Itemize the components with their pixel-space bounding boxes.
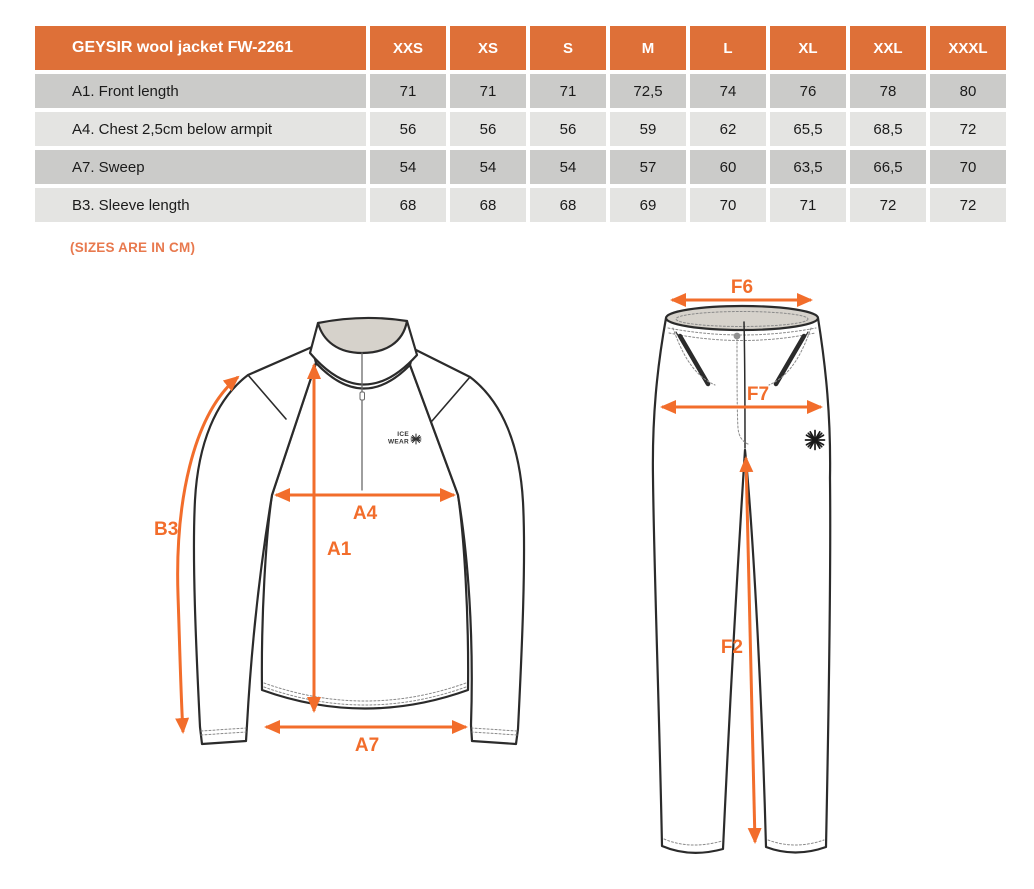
cell-value: 76 xyxy=(770,74,846,108)
table-row-sweep xyxy=(35,150,1006,184)
row-label: A7. Sweep xyxy=(35,150,366,184)
size-col-xs: XS xyxy=(450,26,526,70)
row-label: A4. Chest 2,5cm below armpit xyxy=(35,112,366,146)
cell-value: 68 xyxy=(450,188,526,222)
table-title: GEYSIR wool jacket FW-2261 xyxy=(35,26,366,70)
a1-label: A1 xyxy=(327,539,352,560)
cell-value: 63,5 xyxy=(770,150,846,184)
table-row-front-length xyxy=(35,74,1006,108)
pants-measurement-diagram xyxy=(645,278,845,873)
cell-value: 54 xyxy=(370,150,446,184)
size-table xyxy=(35,26,1006,226)
cell-value: 80 xyxy=(930,74,1006,108)
snowflake-icon xyxy=(806,431,825,450)
cell-value: 65,5 xyxy=(770,112,846,146)
cell-value: 72 xyxy=(930,112,1006,146)
cell-value: 57 xyxy=(610,150,686,184)
cell-value: 71 xyxy=(770,188,846,222)
svg-text:ICE: ICE xyxy=(397,431,409,438)
cell-value: 60 xyxy=(690,150,766,184)
row-label: B3. Sleeve length xyxy=(35,188,366,222)
cell-value: 59 xyxy=(610,112,686,146)
cell-value: 66,5 xyxy=(850,150,926,184)
cell-value: 68 xyxy=(530,188,606,222)
cell-value: 56 xyxy=(370,112,446,146)
cell-value: 54 xyxy=(530,150,606,184)
waist-inner xyxy=(666,306,818,330)
cell-value: 72,5 xyxy=(610,74,686,108)
table-row-sleeve-length xyxy=(35,188,1006,222)
f7-label: F7 xyxy=(746,384,770,405)
cell-value: 71 xyxy=(450,74,526,108)
f2-label: F2 xyxy=(720,637,743,658)
row-label: A1. Front length xyxy=(35,74,366,108)
table-row-chest xyxy=(35,112,1006,146)
cell-value: 68,5 xyxy=(850,112,926,146)
size-col-xl: XL xyxy=(770,26,846,70)
jacket-drawing xyxy=(194,318,524,744)
cell-value: 71 xyxy=(370,74,446,108)
cell-value: 56 xyxy=(450,112,526,146)
size-col-xxs: XXS xyxy=(370,26,446,70)
cell-value: 54 xyxy=(450,150,526,184)
a7-label: A7 xyxy=(354,735,380,756)
size-col-s: S xyxy=(530,26,606,70)
cell-value: 56 xyxy=(530,112,606,146)
cell-value: 69 xyxy=(610,188,686,222)
a4-label: A4 xyxy=(352,503,378,524)
size-col-xxxl: XXXL xyxy=(930,26,1006,70)
cell-value: 74 xyxy=(690,74,766,108)
size-col-xxl: XXL xyxy=(850,26,926,70)
b3-label: B3 xyxy=(154,519,179,540)
snowflake-icon xyxy=(411,434,421,444)
size-col-l: L xyxy=(690,26,766,70)
size-col-m: M xyxy=(610,26,686,70)
f6-label: F6 xyxy=(730,278,754,298)
cell-value: 70 xyxy=(690,188,766,222)
cell-value: 68 xyxy=(370,188,446,222)
jacket-measurement-diagram xyxy=(140,295,575,765)
pants-drawing xyxy=(653,306,830,853)
size-table-header-row xyxy=(35,26,1006,70)
waist-button xyxy=(734,333,741,340)
cell-value: 72 xyxy=(930,188,1006,222)
sizes-unit-note: (SIZES ARE IN CM) xyxy=(70,240,196,255)
cell-value: 71 xyxy=(530,74,606,108)
svg-text:WEAR: WEAR xyxy=(387,438,409,446)
cell-value: 72 xyxy=(850,188,926,222)
cell-value: 70 xyxy=(930,150,1006,184)
cell-value: 62 xyxy=(690,112,766,146)
cell-value: 78 xyxy=(850,74,926,108)
